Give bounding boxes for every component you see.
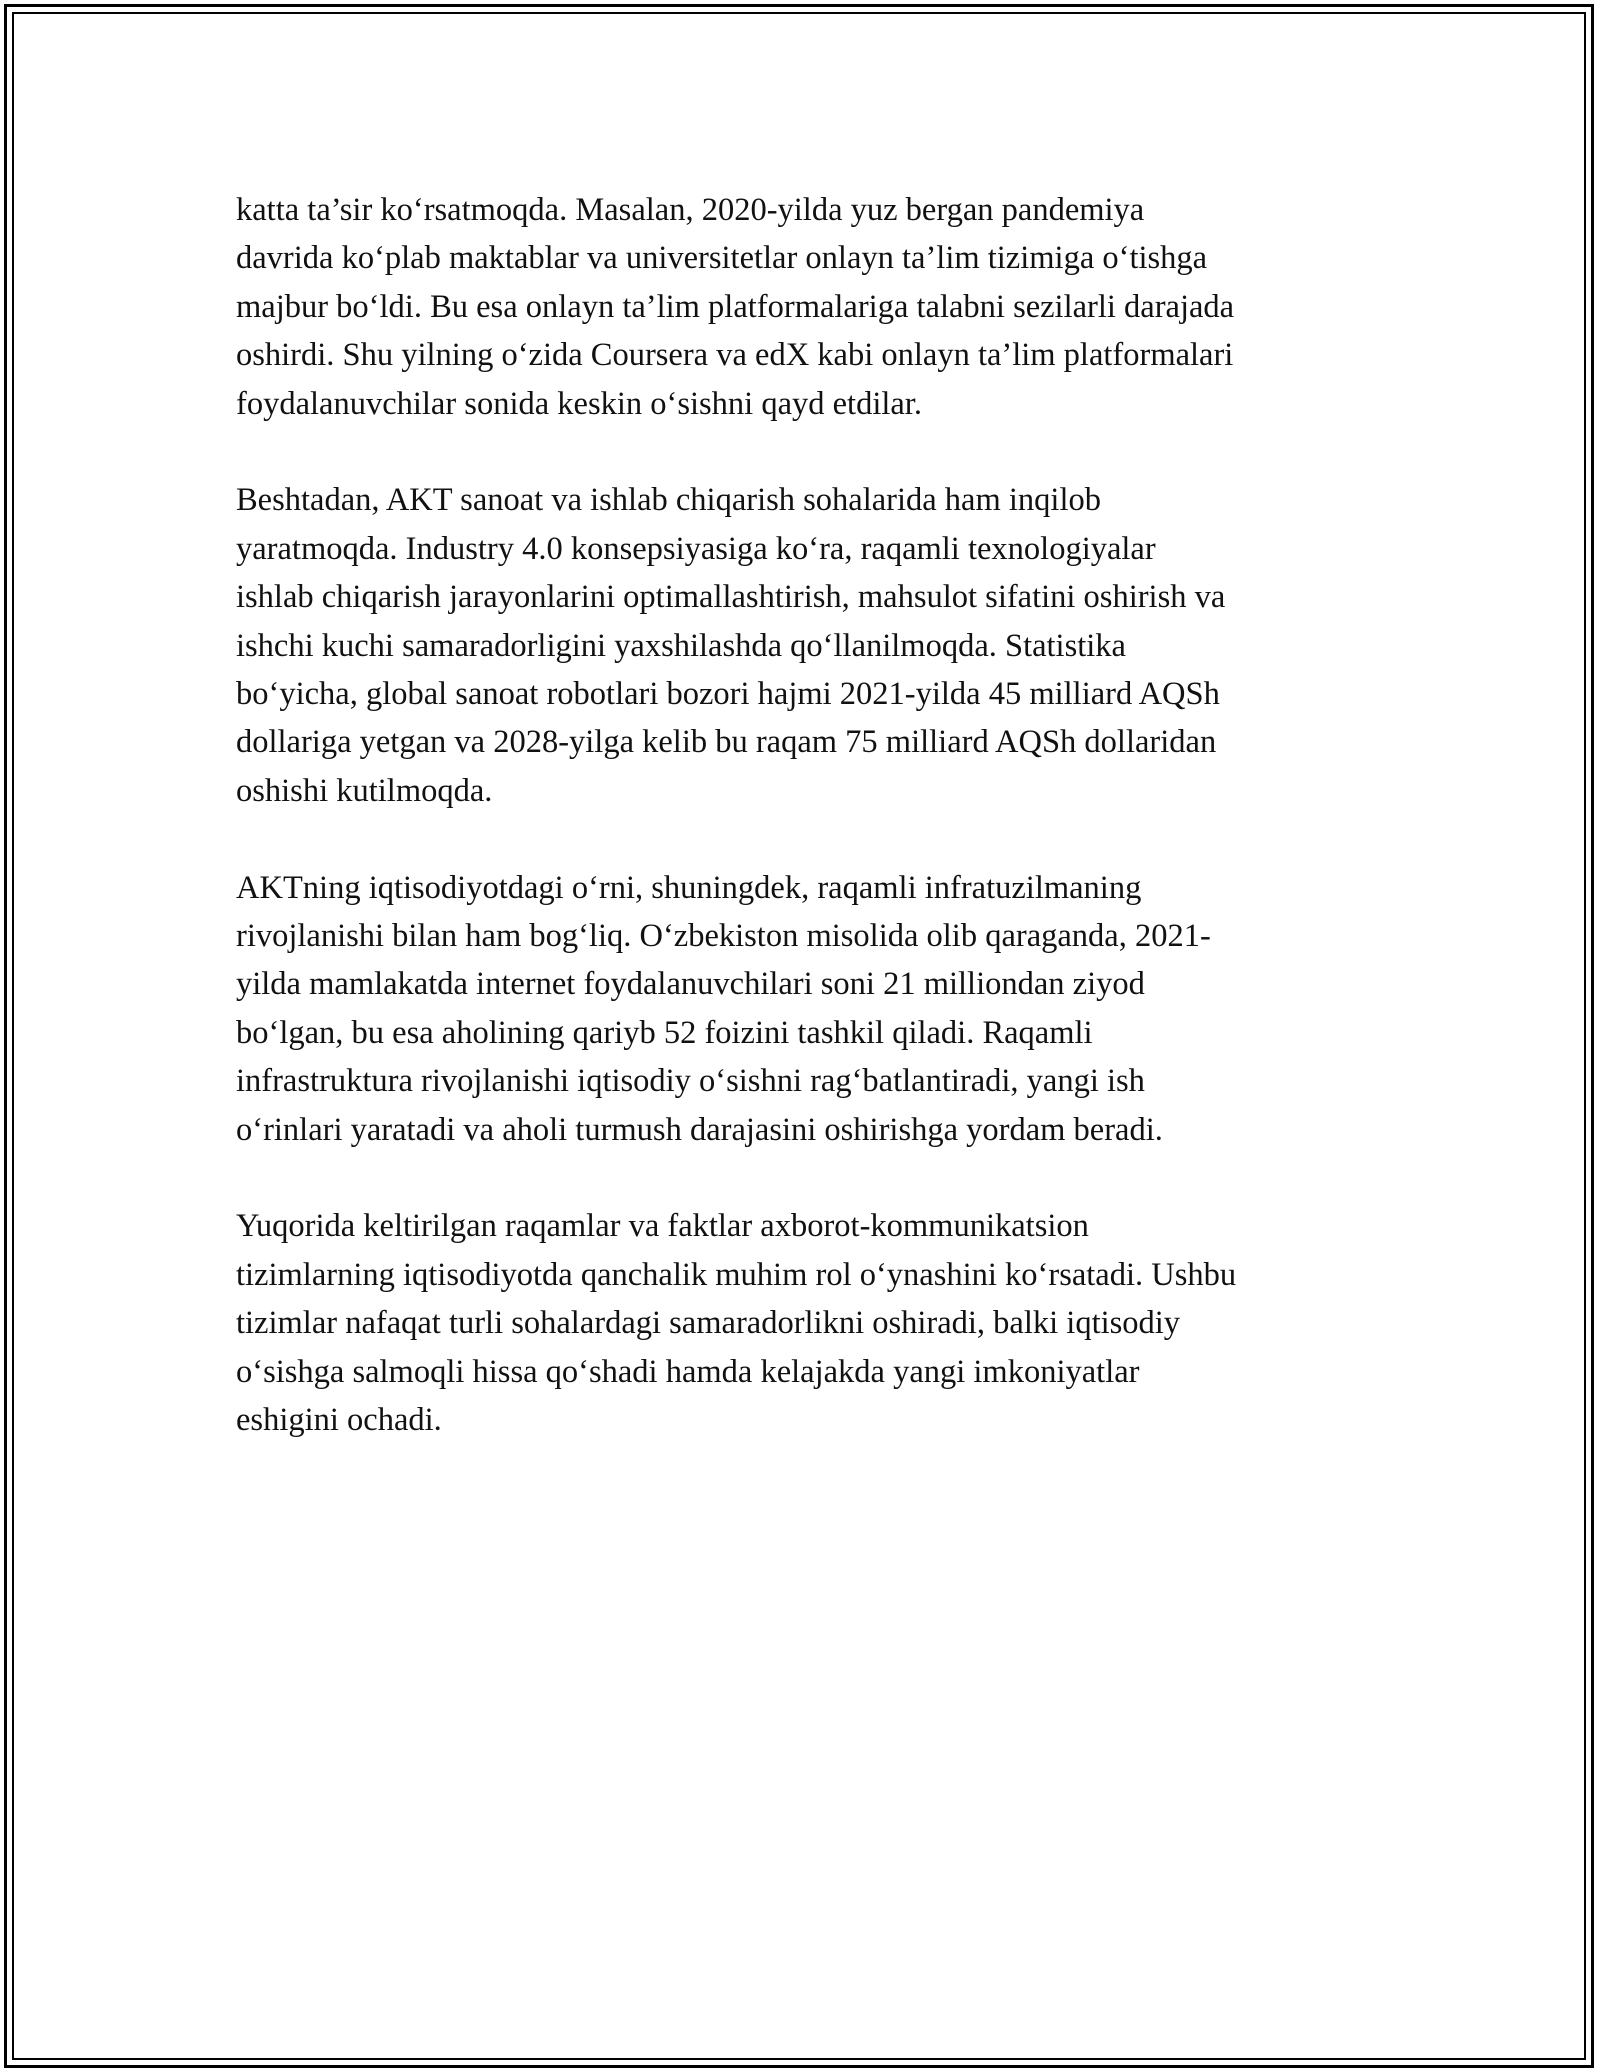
text-line: tizimlar nafaqat turli sohalardagi samaradorlikni oshiradi, balki iqtisodiy (236, 1305, 1181, 1342)
text-line: foydalanuvchilar sonida keskin o‘sishni qayd etdilar. (236, 385, 922, 422)
document-body (236, 186, 1386, 1493)
text-line: rivojlanishi bilan ham bog‘liq. O‘zbekiston misolida olib qaraganda, 2021- (236, 918, 1211, 955)
paragraph-pandemic-online-learning (236, 186, 1386, 428)
text-line: oshishi kutilmoqda. (236, 772, 493, 809)
text-line: majbur bo‘ldi. Bu esa onlayn ta’lim platformalariga talabni sezilarli darajada (236, 288, 1235, 325)
text-line: dollariga yetgan va 2028-yilga kelib bu raqam 75 milliard AQSh dollaridan (236, 724, 1217, 761)
text-line: bo‘lgan, bu esa aholining qariyb 52 foizini tashkil qiladi. Raqamli (236, 1014, 1093, 1051)
paragraph-conclusion (236, 1202, 1386, 1444)
text-line: yilda mamlakatda internet foydalanuvchilari soni 21 milliondan ziyod (236, 966, 1145, 1003)
text-line: AKTning iqtisodiyotdagi o‘rni, shuningdek, raqamli infratuzilmaning (236, 869, 1142, 906)
text-line: ishchi kuchi samaradorligini yaxshilashda qo‘llanilmoqda. Statistika (236, 627, 1126, 664)
text-line: o‘rinlari yaratadi va aholi turmush darajasini oshirishga yordam beradi. (236, 1111, 1163, 1148)
text-line: Yuqorida keltirilgan raqamlar va faktlar axborot-kommunikatsion (236, 1208, 1089, 1245)
text-line: katta ta’sir ko‘rsatmoqda. Masalan, 2020-yilda yuz bergan pandemiya (236, 192, 1145, 228)
text-line: davrida ko‘plab maktablar va universitetlar onlayn ta’lim tizimiga o‘tishga (236, 240, 1208, 277)
paragraph-industry-robotics (236, 476, 1386, 815)
text-line: eshigini ochadi. (236, 1402, 442, 1439)
text-line: bo‘yicha, global sanoat robotlari bozori hajmi 2021-yilda 45 milliard AQSh (236, 676, 1220, 713)
text-line: Beshtadan, AKT sanoat va ishlab chiqarish sohalarida ham inqilob (236, 482, 1101, 519)
text-line: infrastruktura rivojlanishi iqtisodiy o‘sishni rag‘batlantiradi, yangi ish (236, 1063, 1145, 1100)
text-line: tizimlarning iqtisodiyotda qanchalik muhim rol o‘ynashini ko‘rsatadi. Ushbu (236, 1256, 1237, 1293)
text-line: ishlab chiqarish jarayonlarini optimallashtirish, mahsulot sifatini oshirish va (236, 579, 1226, 616)
text-line: oshirdi. Shu yilning o‘zida Coursera va edX kabi onlayn ta’lim platformalari (236, 337, 1234, 374)
text-line: o‘sishga salmoqli hissa qo‘shadi hamda kelajakda yangi imkoniyatlar (236, 1353, 1140, 1390)
text-line: yaratmoqda. Industry 4.0 konsepsiyasiga ko‘ra, raqamli texnologiyalar (236, 530, 1156, 567)
paragraph-digital-infrastructure (236, 864, 1386, 1154)
